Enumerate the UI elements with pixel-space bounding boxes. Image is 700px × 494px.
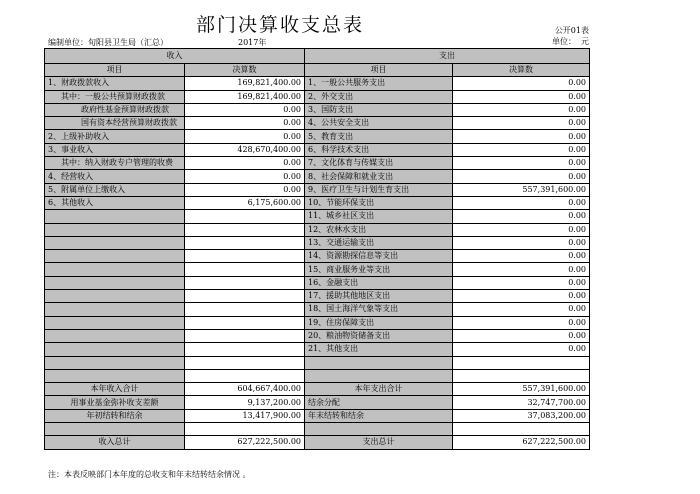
income-amount: 169,821,400.00 — [185, 77, 305, 90]
unit-value: 元 — [581, 37, 589, 46]
expense-amount: 0.00 — [453, 263, 590, 276]
expense-amount: 0.00 — [453, 170, 590, 183]
income-total-label: 年初结转和结余 — [45, 409, 185, 422]
expense-total-label: 结余分配 — [305, 396, 453, 409]
blank-cell — [185, 423, 305, 436]
expense-amount: 0.00 — [453, 316, 590, 329]
income-grand-total-amount: 627,222,500.00 — [185, 436, 305, 449]
income-amount — [185, 276, 305, 289]
table-row — [45, 130, 590, 143]
expense-total-amount: 557,391,600.00 — [453, 383, 590, 396]
report-year: 2017年 — [238, 38, 267, 47]
income-amount — [185, 236, 305, 249]
income-amount — [185, 343, 305, 356]
page-title: 部门决算收支总表 — [195, 14, 364, 36]
expense-amount: 0.00 — [453, 343, 590, 356]
expense-item-label: 17、援助其他地区支出 — [305, 290, 453, 303]
income-item-label — [45, 316, 185, 329]
table-row — [45, 329, 590, 342]
table-row — [45, 143, 590, 156]
expense-grand-total-label: 支出总计 — [305, 436, 453, 449]
income-amount — [185, 329, 305, 342]
income-total-label: 本年收入合计 — [45, 383, 185, 396]
table-row — [45, 90, 590, 103]
income-amount — [185, 263, 305, 276]
blank-row — [45, 369, 590, 382]
expense-item-label: 14、资源勘探信息等支出 — [305, 250, 453, 263]
table-row — [45, 196, 590, 209]
expense-item-label: 9、医疗卫生与计划生育支出 — [305, 183, 453, 196]
table-row — [45, 157, 590, 170]
expense-item-label: 12、农林水支出 — [305, 223, 453, 236]
income-item-label: 3、事业收入 — [45, 143, 185, 156]
income-amount: 0.00 — [185, 117, 305, 130]
income-total-amount: 13,417,900.00 — [185, 409, 305, 422]
unit-label: 单位： — [552, 37, 576, 46]
expense-item-label: 2、外交支出 — [305, 90, 453, 103]
expense-item-label: 6、科学技术支出 — [305, 143, 453, 156]
expense-item-label: 5、教育支出 — [305, 130, 453, 143]
table-row — [45, 183, 590, 196]
table-row — [45, 103, 590, 116]
income-amount: 169,821,400.00 — [185, 90, 305, 103]
expense-amount: 0.00 — [453, 90, 590, 103]
expense-amount: 0.00 — [453, 236, 590, 249]
income-item-label: 政府性基金预算财政拨款 — [45, 103, 185, 116]
blank-cell — [185, 369, 305, 382]
table-row — [45, 77, 590, 90]
total-row — [45, 383, 590, 396]
expense-item-label: 10、节能环保支出 — [305, 196, 453, 209]
expense-item-label: 19、住房保障支出 — [305, 316, 453, 329]
expense-item-label: 7、文化体育与传媒支出 — [305, 157, 453, 170]
expense-item-label: 4、公共安全支出 — [305, 117, 453, 130]
income-total-amount: 604,667,400.00 — [185, 383, 305, 396]
income-item-label: 5、附属单位上缴收入 — [45, 183, 185, 196]
expense-total-label: 年末结转和结余 — [305, 409, 453, 422]
column-header-row — [45, 64, 590, 77]
expense-grand-total-amount: 627,222,500.00 — [453, 436, 590, 449]
income-item-label: 其中：纳入财政专户管理的收费 — [45, 157, 185, 170]
blank-cell — [45, 356, 185, 369]
expense-amount: 0.00 — [453, 250, 590, 263]
table-row — [45, 263, 590, 276]
table-row — [45, 290, 590, 303]
income-item-label — [45, 210, 185, 223]
income-amount — [185, 303, 305, 316]
income-amount — [185, 210, 305, 223]
income-amount — [185, 316, 305, 329]
blank-cell — [305, 356, 453, 369]
income-amount: 0.00 — [185, 103, 305, 116]
expense-total-amount: 32,747,700.00 — [453, 396, 590, 409]
expense-amount: 0.00 — [453, 276, 590, 289]
income-amount: 0.00 — [185, 170, 305, 183]
blank-cell — [453, 369, 590, 382]
expense-section-header: 支出 — [305, 49, 590, 64]
income-item-label — [45, 263, 185, 276]
table-row — [45, 343, 590, 356]
expense-item-label: 11、城乡社区支出 — [305, 210, 453, 223]
income-item-label — [45, 303, 185, 316]
income-amount: 0.00 — [185, 157, 305, 170]
blank-row — [45, 356, 590, 369]
expense-item-label: 1、一般公共服务支出 — [305, 77, 453, 90]
table-row — [45, 210, 590, 223]
income-amount: 6,175,600.00 — [185, 196, 305, 209]
income-amount: 0.00 — [185, 183, 305, 196]
form-code: 公开01表 — [554, 26, 589, 35]
expense-item-label: 15、商业服务业等支出 — [305, 263, 453, 276]
income-amount — [185, 250, 305, 263]
income-amount-header: 决算数 — [185, 64, 305, 77]
expense-amount: 0.00 — [453, 77, 590, 90]
table-row — [45, 236, 590, 249]
expense-amount: 0.00 — [453, 290, 590, 303]
blank-row — [45, 423, 590, 436]
income-item-label — [45, 250, 185, 263]
expense-amount: 0.00 — [453, 303, 590, 316]
expense-item-label: 3、国防支出 — [305, 103, 453, 116]
expense-amount: 0.00 — [453, 143, 590, 156]
table-row — [45, 250, 590, 263]
income-grand-total-label: 收入总计 — [45, 436, 185, 449]
total-row — [45, 396, 590, 409]
expense-amount: 0.00 — [453, 210, 590, 223]
blank-cell — [185, 356, 305, 369]
footnote: 注：本表反映部门本年度的总收支和年末结转结余情况 。 — [48, 470, 251, 479]
table-row — [45, 316, 590, 329]
expense-amount: 557,391,600.00 — [453, 183, 590, 196]
table-row — [45, 170, 590, 183]
income-amount — [185, 223, 305, 236]
table-row — [45, 117, 590, 130]
expense-amount: 0.00 — [453, 103, 590, 116]
expense-item-label: 18、国土海洋气象等支出 — [305, 303, 453, 316]
expense-item-label: 8、社会保障和就业支出 — [305, 170, 453, 183]
income-item-label: 国有资本经营预算财政拨款 — [45, 117, 185, 130]
blank-cell — [45, 369, 185, 382]
table-row — [45, 276, 590, 289]
expense-item-label: 13、交通运输支出 — [305, 236, 453, 249]
expense-amount: 0.00 — [453, 117, 590, 130]
expense-amount: 0.00 — [453, 196, 590, 209]
expense-item-label: 21、其他支出 — [305, 343, 453, 356]
expense-amount: 0.00 — [453, 157, 590, 170]
income-item-label — [45, 276, 185, 289]
expense-amount: 0.00 — [453, 329, 590, 342]
income-item-label — [45, 329, 185, 342]
expense-amount-header: 决算数 — [453, 64, 590, 77]
expense-total-amount: 37,083,200.00 — [453, 409, 590, 422]
income-item-label: 2、上级补助收入 — [45, 130, 185, 143]
blank-cell — [453, 356, 590, 369]
summary-table — [44, 48, 590, 450]
expense-amount: 0.00 — [453, 223, 590, 236]
income-item-label: 其中：一般公共预算财政拨款 — [45, 90, 185, 103]
table-row — [45, 303, 590, 316]
total-row — [45, 409, 590, 422]
expense-total-label: 本年支出合计 — [305, 383, 453, 396]
blank-cell — [45, 423, 185, 436]
expense-amount: 0.00 — [453, 130, 590, 143]
income-amount — [185, 290, 305, 303]
income-item-header: 项目 — [45, 64, 185, 77]
income-item-label: 6、其他收入 — [45, 196, 185, 209]
grand-total-row — [45, 436, 590, 449]
blank-cell — [305, 423, 453, 436]
income-item-label — [45, 290, 185, 303]
section-header-row — [45, 49, 590, 64]
table-row — [45, 223, 590, 236]
expense-item-header: 项目 — [305, 64, 453, 77]
income-total-amount: 9,137,200.00 — [185, 396, 305, 409]
blank-cell — [453, 423, 590, 436]
income-item-label — [45, 343, 185, 356]
income-item-label: 4、经营收入 — [45, 170, 185, 183]
org-name: 编制单位：旬阳县卫生局（汇总） — [48, 38, 168, 47]
income-item-label — [45, 223, 185, 236]
income-amount: 428,670,400.00 — [185, 143, 305, 156]
expense-item-label: 20、粮油物资储备支出 — [305, 329, 453, 342]
blank-cell — [305, 369, 453, 382]
income-total-label: 用事业基金弥补收支差额 — [45, 396, 185, 409]
income-amount: 0.00 — [185, 130, 305, 143]
income-item-label — [45, 236, 185, 249]
income-section-header: 收入 — [45, 49, 305, 64]
income-item-label: 1、财政拨款收入 — [45, 77, 185, 90]
expense-item-label: 16、金融支出 — [305, 276, 453, 289]
